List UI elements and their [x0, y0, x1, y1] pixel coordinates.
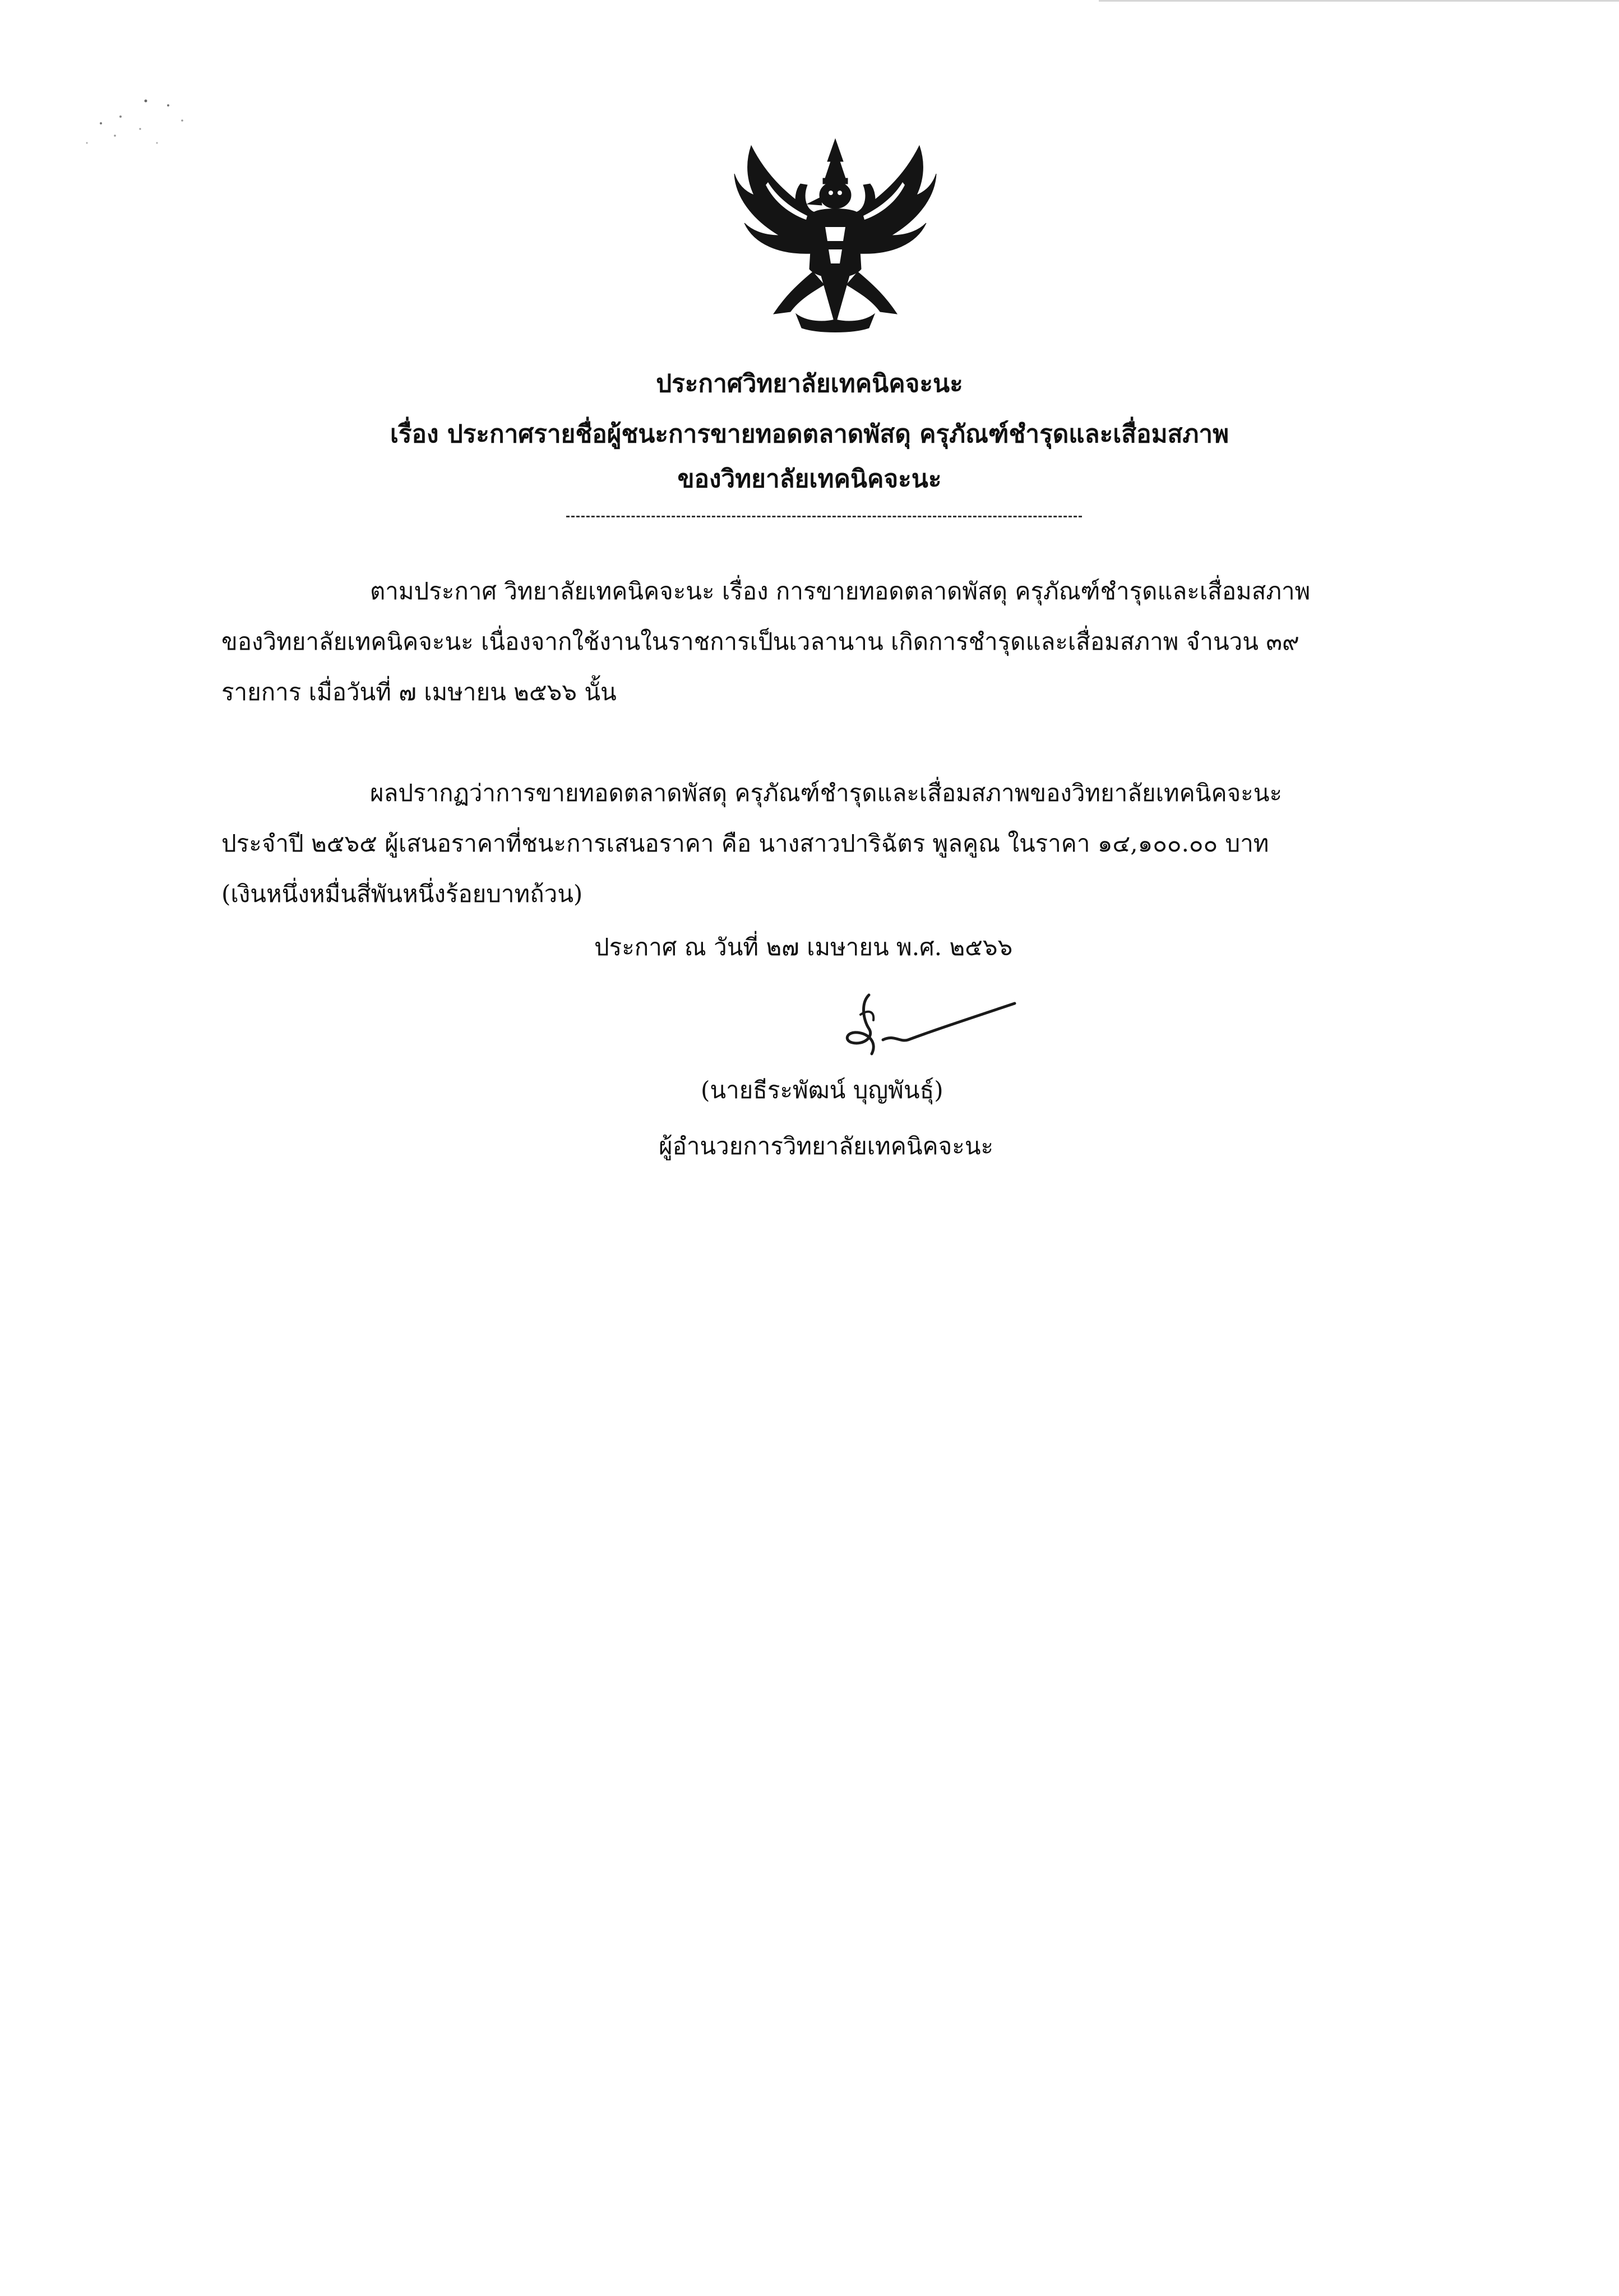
announcement-subject-continued: ของวิทยาลัยเทคนิคจะนะ [677, 465, 942, 493]
garuda-emblem-icon [729, 129, 942, 336]
signer-name: (นายธีระพัฒน์ บุญพันธุ์) [701, 1076, 943, 1104]
paragraph-line: รายการ เมื่อวันที่ ๗ เมษายน ๒๕๖๖ นั้น [221, 678, 617, 706]
announcement-subject: เรื่อง ประกาศรายชื่อผู้ชนะการขายทอดตลาดพัสดุ ครุภัณฑ์ชำรุดและเสื่อมสภาพ [390, 420, 1229, 448]
announcement-title: ประกาศวิทยาลัยเทคนิคจะนะ [656, 369, 963, 398]
paragraph-line: ตามประกาศ วิทยาลัยเทคนิคจะนะ เรื่อง การขายทอดตลาดพัสดุ ครุภัณฑ์ชำรุดและเสื่อมสภาพ [370, 577, 1311, 605]
paragraph-line: ผลปรากฏว่าการขายทอดตลาดพัสดุ ครุภัณฑ์ชำรุดและเสื่อมสภาพของวิทยาลัยเทคนิคจะนะ [370, 779, 1283, 807]
paragraph-result [221, 768, 1427, 919]
paragraph-line: ของวิทยาลัยเทคนิคจะนะ เนื่องจากใช้งานในราชการเป็นเวลานาน เกิดการชำรุดและเสื่อมสภาพ จำนวน ๓๙ [221, 628, 1299, 655]
scan-edge-line [1099, 0, 1619, 2]
paragraph-line: ประจำปี ๒๕๖๕ ผู้เสนอราคาที่ชนะการเสนอราคา คือ นางสาวปาริฉัตร พูลคูณ ในราคา ๑๔,๑๐๐.๐๐ บาท [221, 830, 1269, 857]
handwritten-signature-icon [830, 987, 1020, 1065]
scan-speckles [62, 90, 191, 168]
paragraph-line: (เงินหนึ่งหมื่นสี่พันหนึ่งร้อยบาทถ้วน) [221, 880, 583, 908]
header-divider [566, 516, 1082, 517]
announcement-date: ประกาศ ณ วันที่ ๒๗ เมษายน พ.ศ. ๒๕๖๖ [594, 933, 1013, 961]
signer-position: ผู้อำนวยการวิทยาลัยเทคนิคจะนะ [659, 1132, 994, 1160]
paragraph-background [221, 566, 1427, 718]
